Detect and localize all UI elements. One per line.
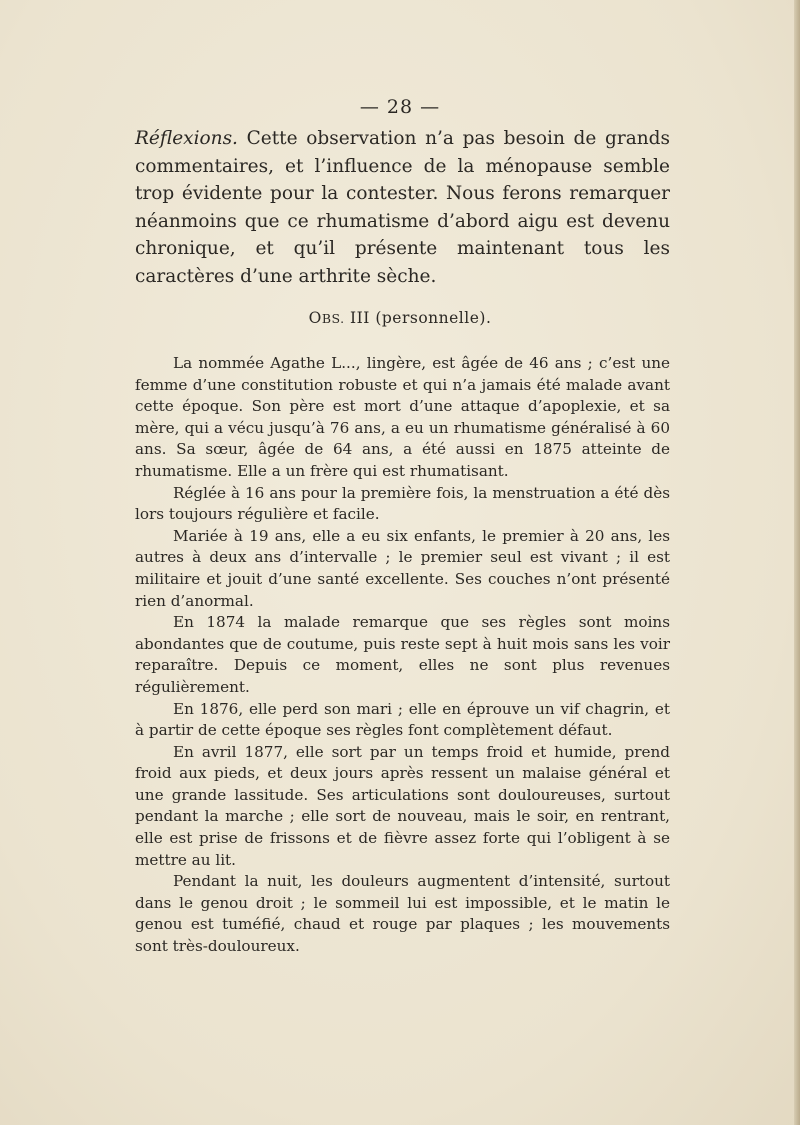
reflexions-paragraph [135, 125, 670, 291]
paragraph-7: Pendant la nuit, les douleurs augmentent d’intensité, surtout dans le genou droit ; le sommeil lui est impossible, et le matin le genou est tuméfié, chaud et rouge par plaques ; les mouvements sont très-douloureux. [135, 872, 670, 956]
observation-heading [0, 309, 800, 327]
reflexions-label: Réflexions. [135, 128, 238, 149]
page-edge [794, 0, 800, 1125]
paragraph-2: Réglée à 16 ans pour la première fois, la menstruation a été dès lors toujours régulière et facile. [135, 483, 670, 524]
reflexions-text: Cette observation n’a pas besoin de grands commentaires, et l’influence de la ménopause semble trop évidente pour la contester. Nous ferons remarquer néanmoins que ce rhumatisme d’abord aigu est devenu chronique, et qu’il présente maintenant tous les caractères d’une arthrite sèche. [135, 128, 670, 287]
paragraph-3: Mariée à 19 ans, elle a eu six enfants, le premier à 20 ans, les autres à deux ans d’intervalle ; le premier seul est vivant ; il est militaire et jouit d’une santé excellente. Ses couches n’ont présenté rien d’anormal. [135, 526, 670, 610]
paragraph-5: En 1876, elle perd son mari ; elle en éprouve un vif chagrin, et à partir de cette époque ses règles font complètement défaut. [135, 699, 670, 740]
observation-body [135, 353, 670, 958]
observation-prefix-small: BS. [321, 311, 345, 326]
paragraph-4: En 1874 la malade remarque que ses règles sont moins abondantes que de coutume, puis reste sept à huit mois sans les voir reparaître. Depuis ce moment, elles ne sont plus revenues régulièrement. [135, 613, 670, 696]
paragraph-1: La nommée Agathe L..., lingère, est âgée de 46 ans ; c’est une femme d’une constitution robuste et qui n’a jamais été malade avant cette époque. Son père est mort d’une attaque d’apoplexie, et sa mère, qui a vécu jusqu’à 76 ans, a eu un rhumatisme généralisé à 60 ans. Sa sœur, âgée de 64 ans, a été aussi en 1875 atteinte de rhumatisme. Elle a un frère qui est rhumatisant. [135, 354, 670, 480]
observation-prefix: O [308, 309, 322, 327]
paragraph-6: En avril 1877, elle sort par un temps froid et humide, prend froid aux pieds, et deux jours après ressent un malaise général et une grande lassitude. Ses articulations sont douloureuses, surtout pendant la marche ; elle sort de nouveau, mais le soir, en rentrant, elle est prise de frissons et de fièvre assez forte qui l’obligent à se mettre au lit. [135, 742, 670, 869]
page-number: — 28 — [359, 96, 441, 118]
observation-title: III (personnelle). [344, 309, 492, 327]
